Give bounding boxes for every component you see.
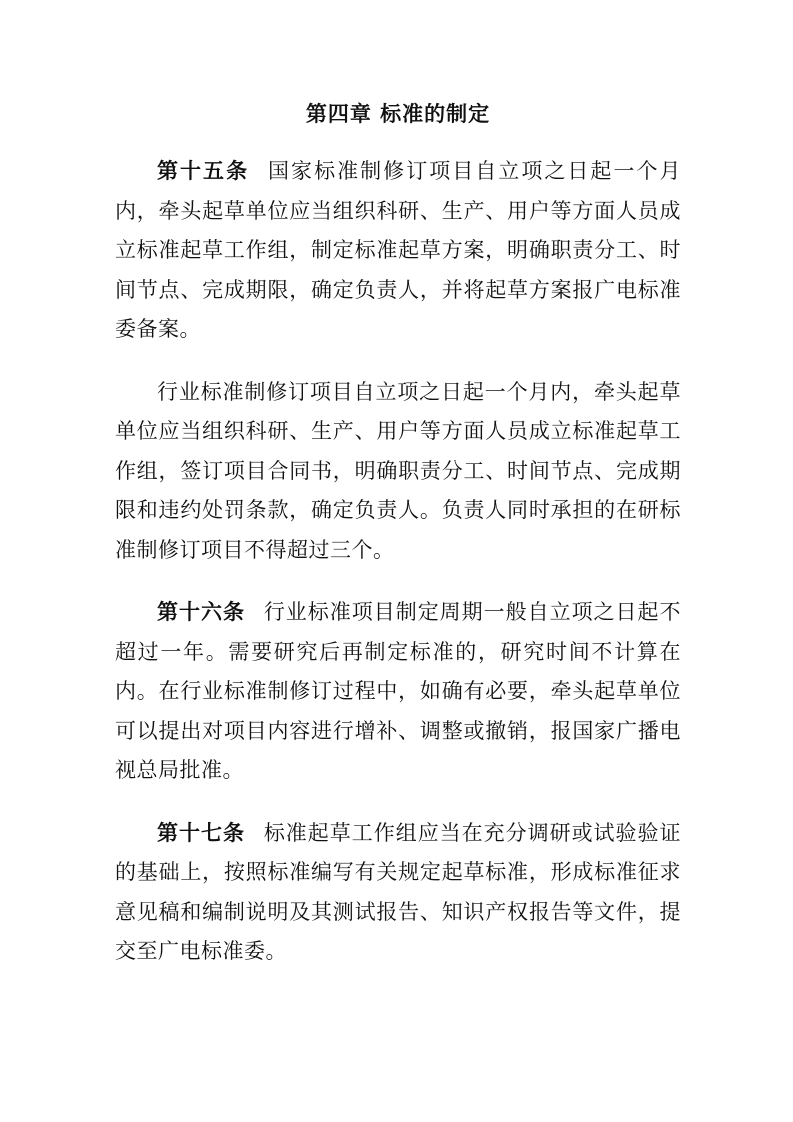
document-page bbox=[115, 96, 681, 995]
paragraph-article-16 bbox=[115, 593, 681, 791]
chapter-title: 第四章 标准的制定 bbox=[305, 102, 491, 126]
paragraph-text: 国家标准制修订项目自立项之日起一个月内，牵头起草单位应当组织科研、生产、用户等方面人员成立标准起草工作组，制定标准起草方案，明确职责分工、时间节点、完成期限，确定负责人，并将起草方案报广电标准委备案。 bbox=[115, 159, 682, 341]
paragraph-text: 标准起草工作组应当在充分调研或试验验证的基础上，按照标准编写有关规定起草标准，形成标准征求意见稿和编制说明及其测试报告、知识产权报告等文件，提交至广电标准委。 bbox=[115, 820, 682, 963]
paragraph-article-15-industry bbox=[115, 373, 681, 571]
article-number: 第十五条 bbox=[157, 159, 250, 183]
paragraph-article-15 bbox=[115, 152, 681, 350]
article-number: 第十六条 bbox=[157, 600, 245, 624]
paragraph-text: 行业标准制修订项目自立项之日起一个月内，牵头起草单位应当组织科研、生产、用户等方面人员成立标准起草工作组，签订项目合同书，明确职责分工、时间节点、完成期限和违约处罚条款，确定负责人。负责人同时承担的在研标准制修订项目不得超过三个。 bbox=[115, 379, 681, 562]
paragraph-text: 行业标准项目制定周期一般自立项之日起不超过一年。需要研究后再制定标准的，研究时间不计算在内。在行业标准制修订过程中，如确有必要，牵头起草单位可以提出对项目内容进行增补、调整或撤销，报国家广播电视总局批准。 bbox=[115, 600, 682, 782]
paragraph-article-17 bbox=[115, 814, 681, 972]
article-number: 第十七条 bbox=[157, 820, 245, 845]
